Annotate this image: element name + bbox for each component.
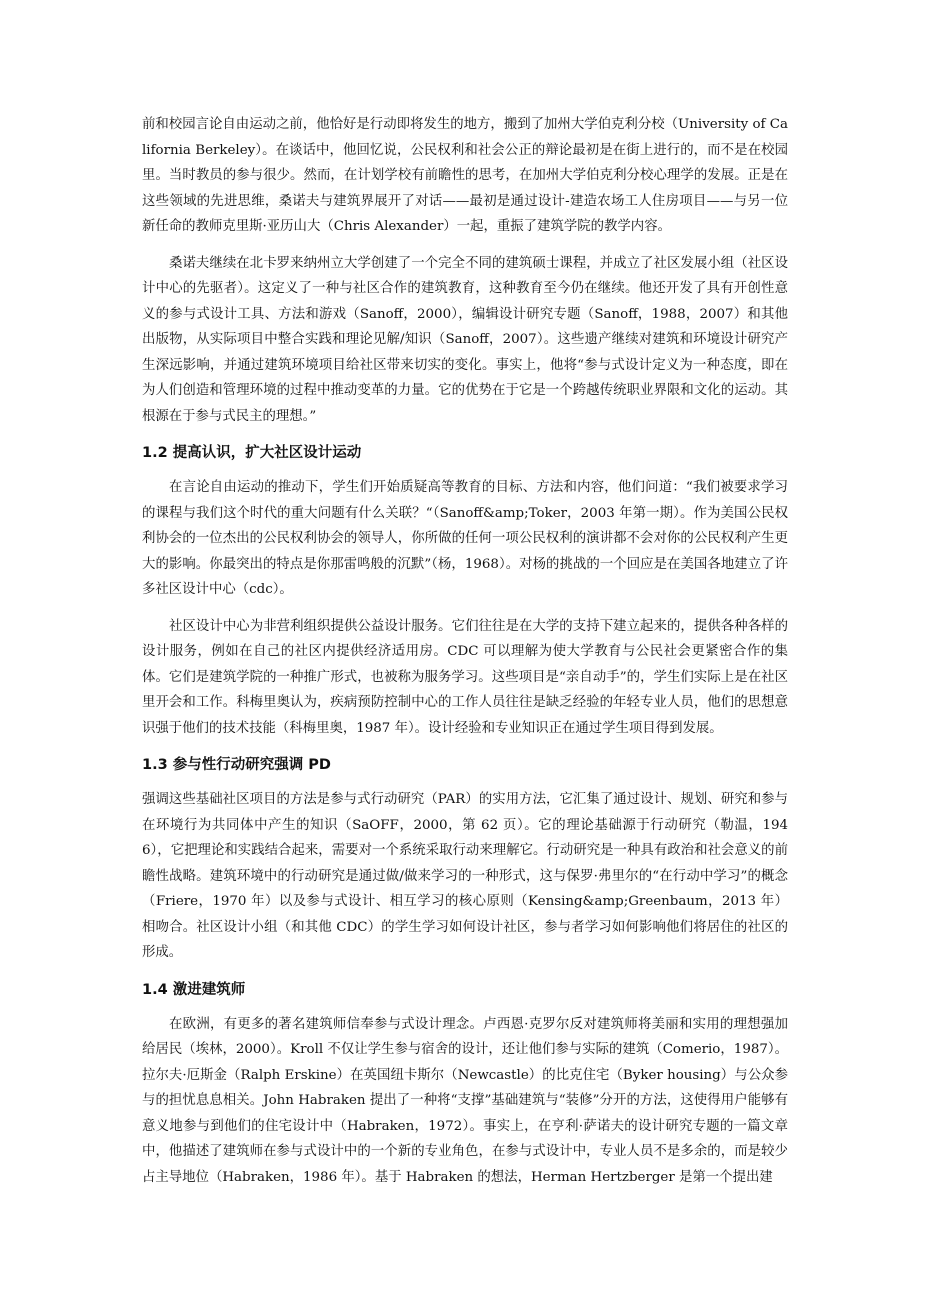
paragraph-community-design-centers: 社区设计中心为非营利组织提供公益设计服务。它们往往是在大学的支持下建立起来的，提供各种各样的设计服务，例如在自己的社区内提供经济适用房。CDC 可以理解为使大学教育与公民社会更紧密合作的集体。它们是建筑学院的一种推广形式，也被称为服务学习。这些项目是“亲自动手”的，学生们实际上是在社区里开会和工作。科梅里奥认为，疾病预防控制中心的工作人员往往是缺乏经验的年轻专业人员，他们的思想意识强于他们的技术技能（科梅里奥，1987 年）。设计经验和专业知识正在通过学生项目得到发展。 (142, 618, 788, 736)
paragraph-intro-continued: 前和校园言论自由运动之前，他恰好是行动即将发生的地方，搬到了加州大学伯克利分校（University of California Berkeley）。在谈话中，他回忆说，公民权利和社会公正的辩论最初是在街上进行的，而不是在校园里。当时教员的参与很少。然而，在计划学校有前瞻性的思考，在加州大学伯克利分校心理学的发展。正是在这些领域的先进思维，桑诺夫与建筑界展开了对话——最初是通过设计-建造农场工人住房项目——与另一位新任命的教师克里斯·亚历山大（Chris Alexander）一起，重振了建筑学院的教学内容。 (142, 117, 788, 234)
section-heading-1-2: 1.2 提高认识，扩大社区设计运动 (142, 445, 362, 461)
paragraph-sanoff-nc-state: 桑诺夫继续在北卡罗来纳州立大学创建了一个完全不同的建筑硕士课程，并成立了社区发展小组（社区设计中心的先驱者）。这定义了一种与社区合作的建筑教育，这种教育至今仍在继续。他还开发了具有开创性意义的参与式设计工具、方法和游戏（Sanoff，2000），编辑设计研究专题（Sanoff，1988，2007）和其他出版物，从实际项目中整合实践和理论见解/知识（Sanoff，2007）。这些遗产继续对建筑和环境设计研究产生深远影响，并通过建筑环境项目给社区带来切实的变化。事实上，他将“参与式设计定义为一种态度，即在为人们创造和管理环境的过程中推动变革的力量。它的优势在于它是一个跨越传统职业界限和文化的运动。其根源在于参与式民主的理想。” (142, 255, 788, 424)
paragraph-free-speech-movement: 在言论自由运动的推动下，学生们开始质疑高等教育的目标、方法和内容，他们问道：“我们被要求学习的课程与我们这个时代的重大问题有什么关联？“（Sanoff&amp;Toker，2003 年第一期）。作为美国公民权利协会的一位杰出的公民权利协会的领导人，你所做的任何一项公民权利的演讲都不会对你的公民权利产生更大的影响。你最突出的特点是你那雷鸣般的沉默”（杨，1968）。对杨的挑战的一个回应是在美国各地建立了许多社区设计中心（cdc）。 (142, 480, 788, 597)
paragraph-participatory-action-research: 强调这些基础社区项目的方法是参与式行动研究（PAR）的实用方法，它汇集了通过设计、规划、研究和参与在环境行为共同体中产生的知识（SaOFF，2000，第 62 页）。它的理论基础源于行动研究（勒温，1946），它把理论和实践结合起来，需要对一个系统采取行动来理解它。行动研究是一种具有政治和社会意义的前瞻性战略。建筑环境中的行动研究是通过做/做来学习的一种形式，这与保罗·弗里尔的“在行动中学习”的概念（Friere，1970 年）以及参与式设计、相互学习的核心原则（Kensing&amp;Greenbaum，2013 年）相吻合。社区设计小组（和其他 CDC）的学生学习如何设计社区，参与者学习如何影响他们将居住的社区的形成。 (142, 792, 788, 960)
paragraph-radical-architects: 在欧洲，有更多的著名建筑师信奉参与式设计理念。卢西恩·克罗尔反对建筑师将美丽和实用的理想强加给居民（埃林，2000）。Kroll 不仅让学生参与宿舍的设计，还让他们参与实际的建筑（Comerio，1987）。拉尔夫·厄斯金（Ralph Erskine）在英国纽卡斯尔（Newcastle）的比克住宅（Byker housing）与公众参与的担忧息息相关。John Habraken 提出了一种将“支撑”基础建筑与“装修”分开的方法，这使得用户能够有意义地参与到他们的住宅设计中（Habraken，1972）。事实上，在亨利·萨诺夫的设计研究专题的一篇文章中，他描述了建筑师在参与式设计中的一个新的专业角色，在参与式设计中，专业人员不是多余的，而是较少占主导地位（Habraken，1986 年）。基于 Habraken 的想法，Herman Hertzberger 是第一个提出建 (142, 1016, 788, 1185)
section-heading-1-4: 1.4 激进建筑师 (142, 981, 246, 998)
section-heading-1-3: 1.3 参与性行动研究强调 PD (142, 757, 331, 773)
